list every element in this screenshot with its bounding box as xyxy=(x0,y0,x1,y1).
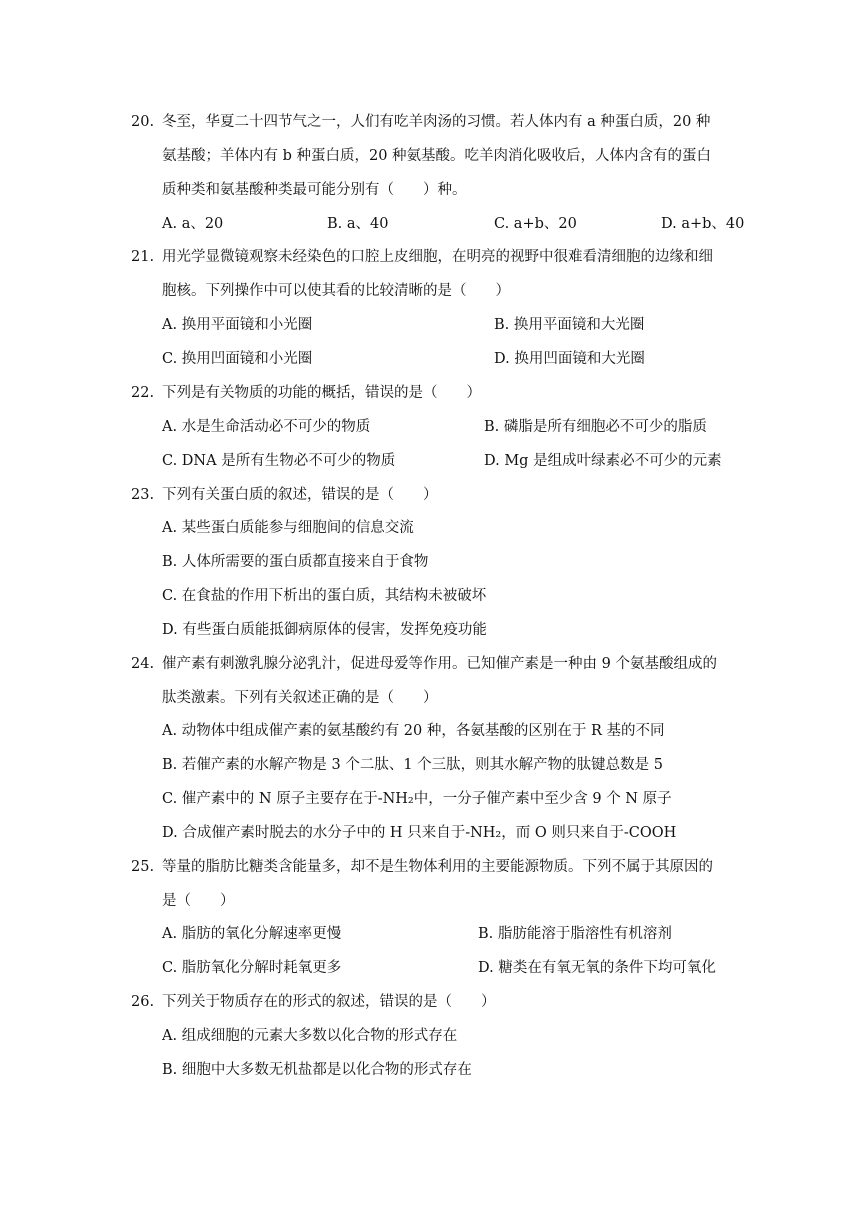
question-number: 25. xyxy=(131,859,155,875)
option-b: B. 若催产素的水解产物是 3 个二肽、1 个三肽，则其水解产物的肽键总数是 5 xyxy=(162,757,663,773)
question-text-line: 下列有关蛋白质的叙述，错误的是（ ） xyxy=(162,487,438,503)
question-number: 21. xyxy=(131,249,155,265)
option-d: D. a+b、40 xyxy=(661,216,745,232)
question-number: 26. xyxy=(131,994,155,1010)
question-text-line: 等量的脂肪比糖类含能量多，却不是生物体利用的主要能源物质。下列不属于其原因的 xyxy=(162,859,713,875)
question-number: 23. xyxy=(131,487,155,503)
option-d: D. 有些蛋白质能抵御病原体的侵害，发挥免疫功能 xyxy=(162,622,487,638)
option-b: B. 脂肪能溶于脂溶性有机溶剂 xyxy=(478,926,672,942)
option-d: D. Mg 是组成叶绿素必不可少的元素 xyxy=(484,453,722,469)
question-text-line: 肽类激素。下列有关叙述正确的是（ ） xyxy=(162,690,438,706)
option-a: A. 换用平面镜和小光圈 xyxy=(162,317,313,333)
option-b: B. a、40 xyxy=(327,216,389,232)
question-text-line: 冬至，华夏二十四节气之一，人们有吃羊肉汤的习惯。若人体内有 a 种蛋白质，20 种 xyxy=(162,114,711,130)
option-a: A. a、20 xyxy=(162,216,224,232)
question-number: 22. xyxy=(131,385,155,401)
option-b: B. 磷脂是所有细胞必不可少的脂质 xyxy=(484,419,707,435)
option-c: C. 换用凹面镜和小光圈 xyxy=(162,351,313,367)
question-number: 20. xyxy=(131,114,155,130)
question-text-line: 催产素有刺激乳腺分泌乳汁，促进母爱等作用。已知催产素是一种由 9 个氨基酸组成的 xyxy=(162,656,717,672)
option-a: A. 水是生命活动必不可少的物质 xyxy=(162,419,371,435)
option-a: A. 动物体中组成催产素的氨基酸约有 20 种，各氨基酸的区别在于 R 基的不同 xyxy=(162,723,665,739)
question-number: 24. xyxy=(131,656,155,672)
option-a: A. 脂肪的氧化分解速率更慢 xyxy=(162,926,342,942)
option-c: C. 脂肪氧化分解时耗氧更多 xyxy=(162,960,342,976)
option-c: C. DNA 是所有生物必不可少的物质 xyxy=(162,453,396,469)
option-a: A. 组成细胞的元素大多数以化合物的形式存在 xyxy=(162,1028,458,1044)
question-text-line: 下列关于物质存在的形式的叙述，错误的是（ ） xyxy=(162,994,496,1010)
question-text-line: 用光学显微镜观察未经染色的口腔上皮细胞，在明亮的视野中很难看清细胞的边缘和细 xyxy=(162,249,713,265)
option-c: C. a+b、20 xyxy=(494,216,577,232)
question-text-line: 胞核。下列操作中可以使其看的比较清晰的是（ ） xyxy=(162,283,510,299)
option-d: D. 糖类在有氧无氧的条件下均可氧化 xyxy=(478,960,716,976)
option-d: D. 换用凹面镜和大光圈 xyxy=(494,351,645,367)
option-c: C. 催产素中的 N 原子主要存在于-NH₂中，一分子催产素中至少含 9 个 N 原子 xyxy=(162,791,672,807)
option-d: D. 合成催产素时脱去的水分子中的 H 只来自于-NH₂，而 O 则只来自于-COOH xyxy=(162,825,677,841)
question-text-line: 下列是有关物质的功能的概括，错误的是（ ） xyxy=(162,385,481,401)
option-b: B. 细胞中大多数无机盐都是以化合物的形式存在 xyxy=(162,1062,472,1078)
option-c: C. 在食盐的作用下析出的蛋白质，其结构未被破坏 xyxy=(162,588,487,604)
question-text-line: 氨基酸；羊体内有 b 种蛋白质，20 种氨基酸。吃羊肉消化吸收后，人体内含有的蛋白 xyxy=(162,148,712,164)
option-b: B. 人体所需要的蛋白质都直接来自于食物 xyxy=(162,554,429,570)
option-b: B. 换用平面镜和大光圈 xyxy=(494,317,645,333)
question-text-line: 是（ ） xyxy=(162,893,235,909)
option-a: A. 某些蛋白质能参与细胞间的信息交流 xyxy=(162,520,414,536)
question-text-line: 质种类和氨基酸种类最可能分别有（ ）种。 xyxy=(162,182,467,198)
